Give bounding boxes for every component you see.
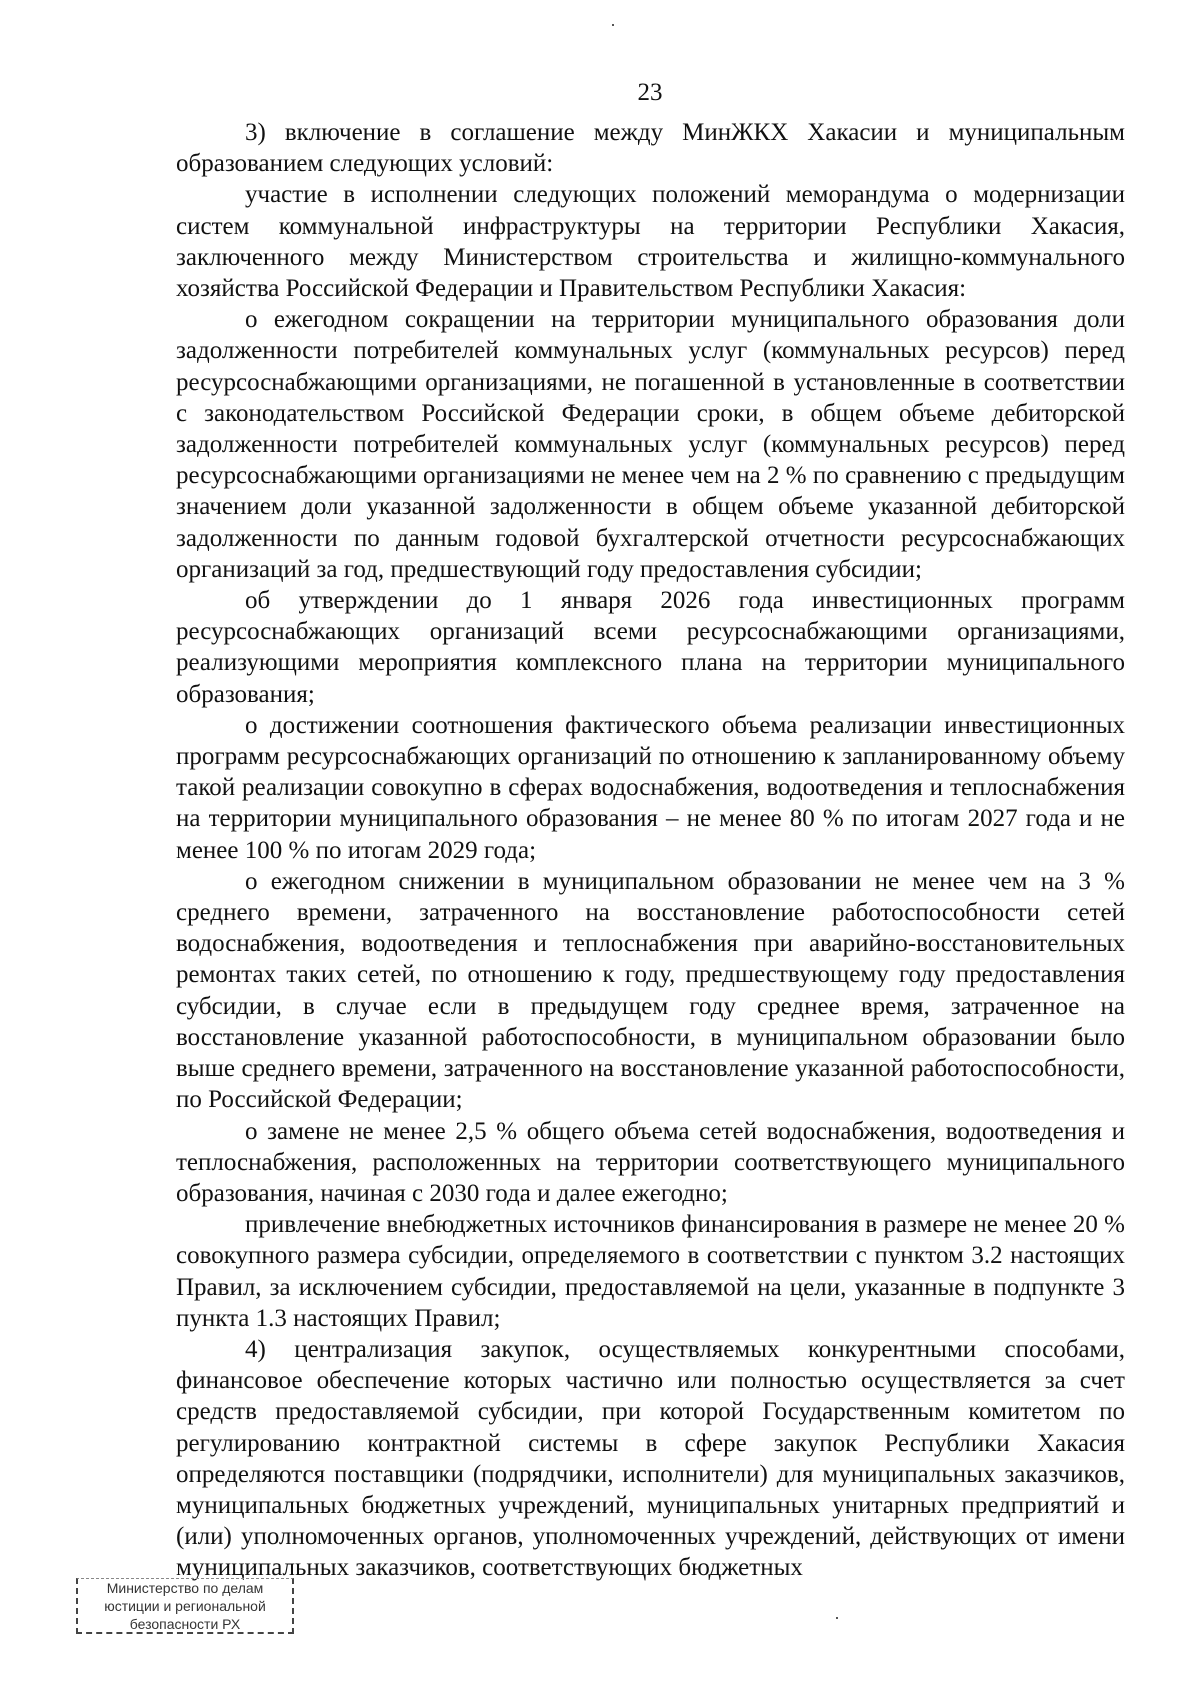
stamp-line-3: безопасности РХ <box>129 1616 241 1632</box>
paragraph-item-4: 4) централизация закупок, осуществляемых конкурентными способами, финансовое обеспечение которых частично или полностью осуществляется за счет средств предоставляемой субсидии, при которой Государственным комитетом по регулированию контрактной системы в сфере закупок Республики Хакасия определяются поставщики (подрядчики, исполнители) для муниципальных заказчиков, муниципальных бюджетных учреждений, муниципальных унитарных предприятий и (или) уполномоченных органов, уполномоченных учреждений, действующих от имени муниципальных заказчиков, соответствующих бюджетных <box>176 1335 1125 1582</box>
stamp-line-2: юстиции и региональной <box>104 1598 266 1614</box>
stamp-line-1: Министерство по делам <box>106 1580 264 1596</box>
paragraph-extrabudgetary: привлечение внебюджетных источников финансирования в размере не менее 20 % совокупного размера субсидии, определяемого в соответствии с пунктом 3.2 настоящих Правил, за исключением субсидии, предоставляемой на цели, указанные в подпункте 3 пункта 1.3 настоящих Правил; <box>176 1211 1125 1332</box>
paragraph-investment-approval: об утверждении до 1 января 2026 года инвестиционных программ ресурсоснабжающих организаций всеми ресурсоснабжающими организациями, реализующими мероприятия комплексного плана на территории муниципального образования; <box>176 587 1125 708</box>
ministry-stamp <box>76 1578 294 1634</box>
page-number: 23 <box>637 79 663 106</box>
body-text <box>176 117 1125 1584</box>
paragraph-investment-ratio: о достижении соотношения фактического объема реализации инвестиционных программ ресурсоснабжающих организаций по отношению к запланированному объему такой реализации совокупно в сферах водоснабжения, водоотведения и теплоснабжения на территории муниципального образования – не менее 80 % по итогам 2027 года и не менее 100 % по итогам 2029 года; <box>176 711 1125 864</box>
paragraph-item-3: 3) включение в соглашение между МинЖКХ Хакасии и муниципальным образованием следующих условий: <box>176 119 1125 178</box>
scan-speck <box>612 24 614 26</box>
paragraph-debt-reduction: о ежегодном сокращении на территории муниципального образования доли задолженности потребителей коммунальных услуг (коммунальных ресурсов) перед ресурсоснабжающими организациями, не погашенной в установленные в соответствии с законодательством Российской Федерации сроки, в общем объеме дебиторской задолженности потребителей коммунальных услуг (коммунальных ресурсов) перед ресурсоснабжающими организациями не менее чем на 2 % по сравнению с предыдущим значением доли указанной задолженности в общем объеме указанной дебиторской задолженности по данным годовой бухгалтерской отчетности ресурсоснабжающих организаций за год, предшествующий году предоставления субсидии; <box>176 306 1125 583</box>
paragraph-network-replacement: о замене не менее 2,5 % общего объема сетей водоснабжения, водоотведения и теплоснабжения, расположенных на территории соответствующего муниципального образования, начиная с 2030 года и далее ежегодно; <box>176 1117 1125 1207</box>
paragraph-repair-time: о ежегодном снижении в муниципальном образовании не менее чем на 3 % среднего времени, затраченного на восстановление работоспособности сетей водоснабжения, водоотведения и теплоснабжения при аварийно-восстановительных ремонтах таких сетей, по отношению к году, предшествующему году предоставления субсидии, в случае если в предыдущем году среднее время, затраченное на восстановление указанной работоспособности, в муниципальном образовании было выше среднего времени, затраченного на восстановление указанной работоспособности, по Российской Федерации; <box>176 867 1125 1114</box>
paragraph-participation: участие в исполнении следующих положений меморандума о модернизации систем коммунальной инфраструктуры на территории Республики Хакасия, заключенного между Министерством строительства и жилищно-коммунального хозяйства Российской Федерации и Правительством Республики Хакасия: <box>176 181 1125 303</box>
scan-speck <box>836 1617 838 1619</box>
